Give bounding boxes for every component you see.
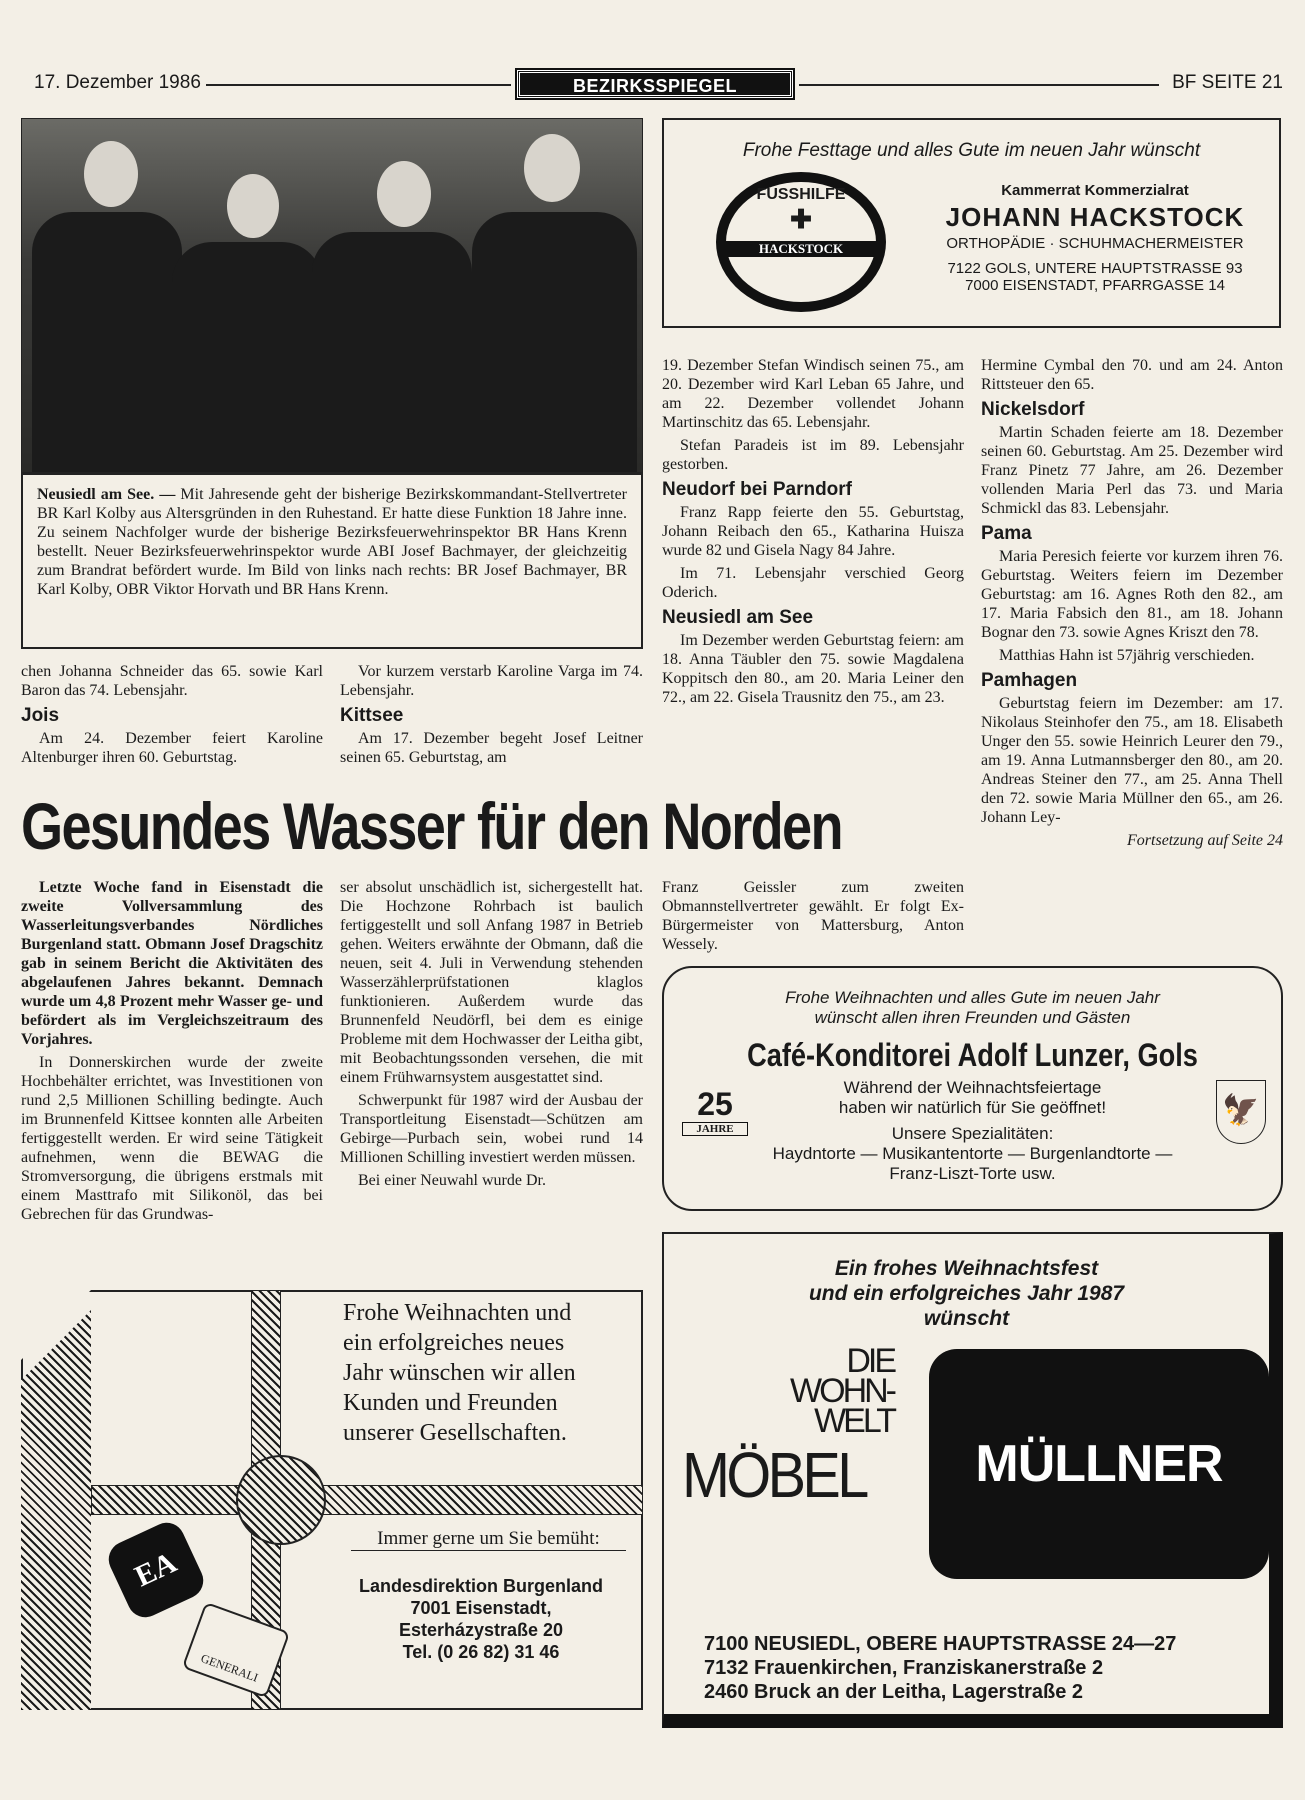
- article-lead: Letzte Woche fand in Eisenstadt die zweite Vollversammlung des Wasserleitungsverbandes Nördliches Burgenland statt. Obmann Josef Dragschitz gab in seinem Bericht die Aktivitäten des abgelaufenen Jahres bekannt. Demnach wurde um 4,8 Prozent mehr Wasser ge- und befördert als im Vergleichszeitraum des Vorjahres.: [21, 879, 323, 1048]
- column-2-top: Vor kurzem verstarb Karoline Varga im 74. Lebensjahr. Kittsee Am 17. Dezember begeht Josef Leitner seinen 65. Geburtstag, am: [340, 663, 643, 766]
- fusshilfe-logo: FUSSHILFE ✚ HACKSTOCK: [716, 172, 886, 312]
- wohnwelt-logo: DIE WOHN- WELT: [790, 1342, 894, 1440]
- caption-text: Mit Jahresende geht der bisherige Bezirkskommandant-Stellvertreter BR Karl Kolby aus Altersgründen in den Ruhestand. Er hatte diese Funktion 18 Jahre inne. Zu seinem Nachfolger wurde der bisherige Bezirksfeuerwehrinspektor BR Hans Krenn bestellt. Neuer Bezirksfeuerwehrinspektor wurde ABI Josef Bachmayer, der gleichzeitig zum Brandrat befördert wurde. Im Bild von links nach rechts: BR Josef Bachmayer, BR Karl Kolby, OBR Viktor Horvath und BR Hans Krenn.: [37, 486, 627, 598]
- photo-caption: [21, 473, 643, 649]
- heading-jois: Jois: [21, 705, 60, 726]
- column-3: 19. Dezember Stefan Windisch seinen 75., am 20. Dezember wird Karl Leban 65 Jahre, und am 22. Dezember vollendet Johann Martinschitz das 65. Lebensjahr. Stefan Paradeis ist im 89. Lebensjahr gestorben. Neudorf bei Parndorf Franz Rapp feierte den 55. Geburtstag, Johann Reibach den 65., Katharina Huisza wurde 82 und Gisela Nagy 84 Jahre. Im 71. Lebensjahr verschied Georg Oderich. Neusiedl am See Im Dezember werden Geburtstag feiern: am 18. Anna Täubler den 75. sowie Magdalena Koppitsch den 80., am 20. Maria Leiner den 72., am 22. Gisela Trausnitz den 75., am 23.: [662, 357, 964, 706]
- heading-pama: Pama: [981, 523, 1032, 544]
- ad-muellner: Ein frohes Weihnachtsfest und ein erfolgreiches Jahr 1987 wünscht DIE WOHN- WELT MÖBEL MÜLLNER 7100 NEUSIEDL, OBERE HAUPTSTRASSE 24—27 7132 Frauenkirchen, Franziskanerstraße 2 2460 Bruck an der Leitha, Lagerstraße 2: [662, 1232, 1283, 1728]
- ad-name: Café-Konditorei Adolf Lunzer, Gols: [747, 1037, 1198, 1073]
- heading-neusiedl: Neusiedl am See: [662, 607, 814, 628]
- issue-date: 17. Dezember 1986: [34, 72, 201, 93]
- article-column-1: Letzte Woche fand in Eisenstadt die zweite Vollversammlung des Wasserleitungsverbandes Nördliches Burgenland statt. Obmann Josef Dragschitz gab in seinem Bericht die Aktivitäten des abgelaufenen Jahres bekannt. Demnach wurde um 4,8 Prozent mehr Wasser ge- und befördert als im Vergleichszeitraum des Vorjahres. In Donnerskirchen wurde der zweite Hochbehälter errichtet, was Investitionen von rund 2,5 Millionen Schilling bedingte. Auch im Brunnenfeld Kittsee konnten alle Arbeiten fertiggestellt werden. Er wird seine Tätigkeit aufnehmen, wenn die BEWAG die Stromversorgung, die übrigens erstmals mit einem Masttrafo mit Silikonöl, das bei Gebrechen für das Grundwas-: [21, 879, 323, 1223]
- heading-neudorf: Neudorf bei Parndorf: [662, 479, 853, 500]
- page-number: BF SEITE 21: [1172, 72, 1283, 93]
- heading-kittsee: Kittsee: [340, 705, 404, 726]
- divider: [799, 84, 1159, 86]
- mobel-logo: MÖBEL: [682, 1439, 866, 1511]
- ad-generali: EA GENERALI Frohe Weihnachten und ein erfolgreiches neues Jahr wünschen wir allen Kunden und Freunden unserer Gesellschaften. Immer gerne um Sie bemüht: Landesdirektion Burgenland 7001 Eisenstadt, Esterházystraße 20 Tel. (0 26 82) 31 46: [21, 1290, 643, 1710]
- column-1-top: chen Johanna Schneider das 65. sowie Karl Baron das 74. Lebensjahr. Jois Am 24. Dezember feiert Karoline Altenburger ihren 60. Geburtstag.: [21, 663, 323, 766]
- heading-nickelsdorf: Nickelsdorf: [981, 399, 1085, 420]
- ad-name: JOHANN HACKSTOCK: [945, 202, 1245, 232]
- coat-of-arms-icon: 🦅: [1216, 1080, 1266, 1144]
- section-banner: BEZIRKSSPIEGEL: [517, 70, 793, 98]
- ad-tagline: Frohe Festtage und alles Gute im neuen Jahr wünscht: [742, 140, 1201, 161]
- muellner-logo: MÜLLNER: [929, 1349, 1269, 1579]
- anniversary-badge: 25 JAHRE: [682, 1086, 748, 1136]
- article-column-2: ser absolut unschädlich ist, sichergestellt hat. Die Hochzone Rohrbach ist baulich fertiggestellt und soll Anfang 1987 in Betrieb gehen. Weiters erwähnte der Obmann, daß die neuen, seit 4. Juli in Verwendung stehenden Wasserzählerprüfstationen klaglos funktionieren. Außerdem wurde das Brunnenfeld Neudörfl, bei dem es einige Probleme mit dem Hochwasser der Leitha gibt, mit Beobachtungssonden versehen, die mit einem Frühwarnsystem ausgestattet sind. Schwerpunkt für 1987 wird der Ausbau der Transportleitung Eisenstadt—Schützen am Gebirge—Purbach sein, wobei rund 14 Millionen Schilling investiert werden müssen. Bei einer Neuwahl wurde Dr.: [340, 879, 643, 1189]
- page-header: [34, 70, 1283, 98]
- ad-hackstock: Frohe Festtage und alles Gute im neuen Jahr wünscht FUSSHILFE ✚ HACKSTOCK Kammerrat Kommerzialrat JOHANN HACKSTOCK ORTHOPÄDIE · SCHUHMACHERMEISTER 7122 GOLS, UNTERE HAUPTSTRASSE 93 7000 EISENSTADT, PFARRGASSE 14: [662, 118, 1281, 328]
- bow-icon: [236, 1455, 326, 1545]
- continued-link[interactable]: Fortsetzung auf Seite 24: [1127, 832, 1283, 849]
- erste-allgemeine-logo: EA: [103, 1517, 209, 1623]
- fire-brigade-photo: [21, 118, 643, 473]
- column-4: Hermine Cymbal den 70. und am 24. Anton Rittsteuer den 65. Nickelsdorf Martin Schaden feierte am 18. Dezember seinen 60. Geburtstag. Am 25. Dezember wird Franz Pinetz 77 Jahre, am 26. Dezember vollenden Maria Perl das 73. und Maria Schmickl das 83. Lebensjahr. Pama Maria Peresich feierte vor kurzem ihren 76. Geburtstag. Weiters feiern im Dezember Geburtstag: am 16. Agnes Roth den 82., am 17. Maria Fabsich den 81., am 18. Johann Bognar den 73. sowie Agnes Kriszt den 78. Matthias Hahn ist 57jährig verschieden. Pamhagen Geburtstag feiern im Dezember: am 17. Nikolaus Steinhofer den 75., am 18. Elisabeth Unger den 55. sowie Heinrich Leurer den 79., am 19. Anna Lutmannsberger den 80., am 20. Andreas Steiner den 77., am 25. Anna Thell den 72. sowie Maria Müllner den 65., am 26. Johann Ley- Fortsetzung auf Seite 24: [981, 357, 1283, 849]
- ad-lunzer: Frohe Weihnachten und alles Gute im neuen Jahr wünscht allen ihren Freunden und Gästen Café-Konditorei Adolf Lunzer, Gols Während der Weihnachtsfeiertage haben wir natürlich für Sie geöffnet! Unsere Spezialitäten: Haydntorte — Musikantentorte — Burgenlandtorte — Franz-Liszt-Torte usw. 25 JAHRE 🦅: [662, 966, 1283, 1211]
- divider: [206, 84, 511, 86]
- article-column-3: Franz Geissler zum zweiten Obmannstellvertreter gewählt. Er folgt Ex-Bürgermeister von Mattersburg, Anton Wessely.: [662, 879, 964, 953]
- caption-lead: Neusiedl am See. —: [37, 486, 176, 503]
- article-headline: Gesundes Wasser für den Norden: [21, 789, 842, 863]
- heading-pamhagen: Pamhagen: [981, 670, 1078, 691]
- ad-title: Kammerrat Kommerzialrat: [1001, 182, 1189, 199]
- generali-logo: GENERALI: [182, 1602, 291, 1699]
